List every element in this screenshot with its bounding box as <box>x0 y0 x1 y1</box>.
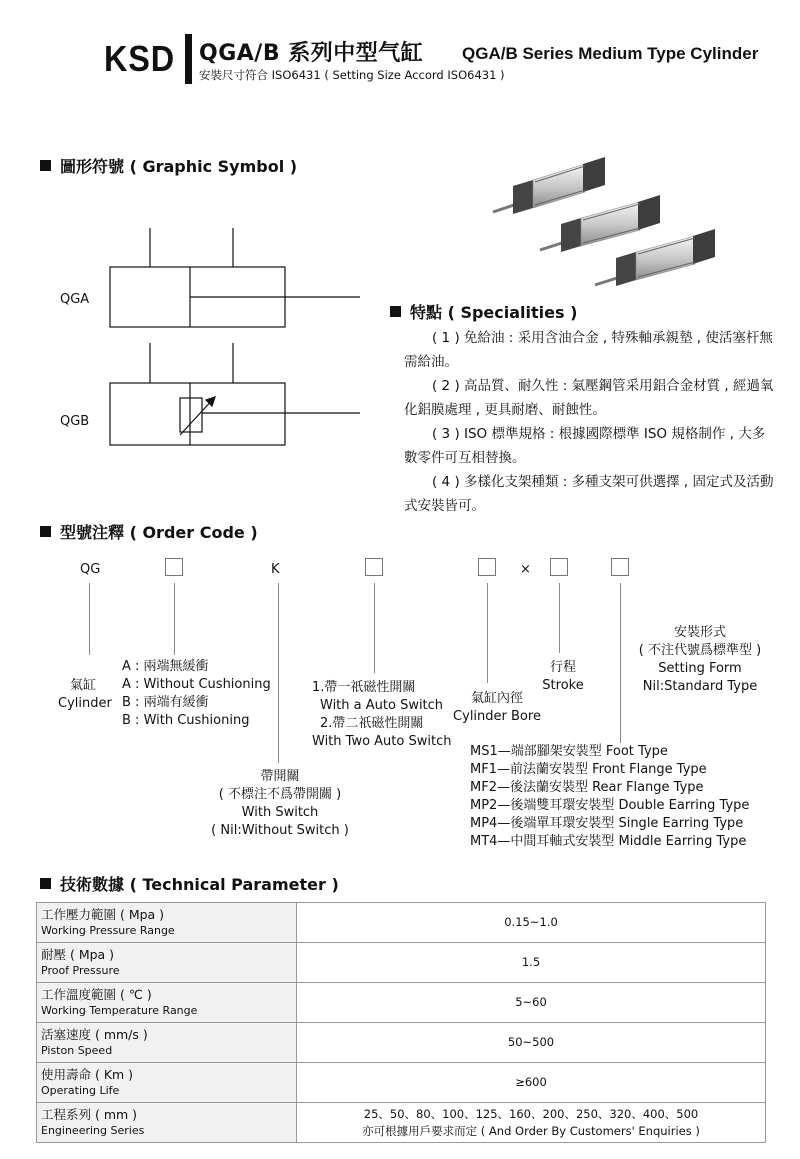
section-bullet <box>390 306 401 317</box>
connector-line <box>89 583 90 655</box>
switch-count-options: 1.帶一祇磁性開關 With a Auto Switch 2.帶二祇磁性開關 With Two Auto Switch <box>312 680 452 749</box>
specialities-list <box>404 326 776 518</box>
page-subtitle: 安裝尺寸符合 ISO6431 ( Setting Size Accord ISO6431 ) <box>199 68 505 82</box>
page-title: QGA/B 系列中型气缸 <box>199 41 424 66</box>
connector-line <box>559 583 560 653</box>
with-switch-option: 帶開關 ( 不標注不爲帶開關 ) With Switch ( Nil:Without Switch ) <box>211 769 349 838</box>
table-row: 耐壓 ( Mpa ) Proof Pressure 1.5 <box>37 943 766 983</box>
qga-label: QGA <box>60 292 90 307</box>
technical-heading: 技術數據 ( Technical Parameter ) <box>40 872 339 895</box>
stroke-code-box <box>550 558 568 576</box>
code-k: K <box>271 562 280 577</box>
setting-form-label: 安裝形式 ( 不注代號爲標準型 ) Setting Form Nil:Standard Type <box>638 625 762 694</box>
code-qg: QG <box>80 562 101 577</box>
bore-code-box <box>478 558 496 576</box>
connector-line <box>278 583 279 763</box>
speciality-item: ( 2 ) 高品質、耐久性 : 氣壓鋼管采用鋁合金材質 , 經過氧化鋁膜處理 , 更具耐磨、耐蝕性。 <box>404 378 774 418</box>
section-bullet <box>40 878 51 889</box>
brand-divider <box>185 34 192 84</box>
table-row: 工作壓力範圍 ( Mpa ) Working Pressure Range 0.15~1.0 <box>37 903 766 943</box>
cushion-options: A : 兩端無緩衝 A : Without Cushioning B : 兩端有緩衝 B : With Cushioning <box>122 659 271 728</box>
mount-code-box <box>611 558 629 576</box>
technical-parameter-table <box>36 902 766 1143</box>
speciality-item: ( 3 ) ISO 標準規格 : 根據國際標準 ISO 規格制作 , 大多數零件可互相替換。 <box>404 426 766 466</box>
cushion-code-box <box>165 558 183 576</box>
section-bullet <box>40 526 51 537</box>
switch-count-code-box <box>365 558 383 576</box>
cylinder-label-en: Cylinder <box>58 696 112 711</box>
mount-type-item: MS1—端部腳架安裝型 Foot Type <box>470 744 668 759</box>
brand-logo: KSD <box>104 38 176 79</box>
section-bullet <box>40 160 51 171</box>
connector-line <box>374 583 375 673</box>
mount-type-item: MF2—後法蘭安裝型 Rear Flange Type <box>470 780 704 795</box>
mount-type-item: MP2—後端雙耳環安裝型 Double Earring Type <box>470 798 750 813</box>
cylinder-image-2 <box>540 195 660 252</box>
speciality-item: ( 4 ) 多樣化支架種類 : 多種支架可供選擇 , 固定式及活動式安裝皆可。 <box>404 474 774 514</box>
order-code-heading: 型號注釋 ( Order Code ) <box>40 520 258 543</box>
cylinder-product-photo <box>485 150 725 300</box>
cylinder-label-cn: 氣缸 <box>70 678 97 693</box>
cylinder-symbol-diagram <box>100 225 360 450</box>
qgb-label: QGB <box>60 414 90 429</box>
cylinder-bore-label: 氣缸內徑 Cylinder Bore <box>453 691 541 724</box>
specialities-heading: 特點 ( Specialities ) <box>390 300 577 323</box>
graphic-symbol-heading: 圖形符號 ( Graphic Symbol ) <box>40 154 297 177</box>
cylinder-image-1 <box>493 157 605 214</box>
table-row: 活塞速度 ( mm/s ) Piston Speed 50~500 <box>37 1023 766 1063</box>
mount-type-list <box>470 743 749 851</box>
connector-line <box>174 583 175 655</box>
mount-type-item: MT4—中間耳軸式安裝型 Middle Earring Type <box>470 834 747 849</box>
connector-line <box>487 583 488 683</box>
code-times: × <box>520 562 531 577</box>
table-row: 工作溫度範圍 ( ℃ ) Working Temperature Range 5~60 <box>37 983 766 1023</box>
table-row: 使用壽命 ( Km ) Operating Life ≥600 <box>37 1063 766 1103</box>
stroke-label: 行程 Stroke <box>542 660 584 693</box>
qga-symbol <box>110 228 360 327</box>
mount-type-item: MF1—前法蘭安裝型 Front Flange Type <box>470 762 707 777</box>
page-title-en: QGA/B Series Medium Type Cylinder <box>462 44 759 63</box>
mount-type-item: MP4—後端單耳環安裝型 Single Earring Type <box>470 816 744 831</box>
qgb-symbol <box>110 343 360 445</box>
table-row: 工程系列 ( mm ) Engineering Series 25、50、80、100、125、160、200、250、320、400、500 亦可根據用戶要求而定 ( And Order By Customers' Enquiries ) <box>37 1103 766 1143</box>
speciality-item: ( 1 ) 免給油 : 采用含油合金 , 特殊軸承親墊 , 使活塞杆無需給油。 <box>404 330 773 370</box>
